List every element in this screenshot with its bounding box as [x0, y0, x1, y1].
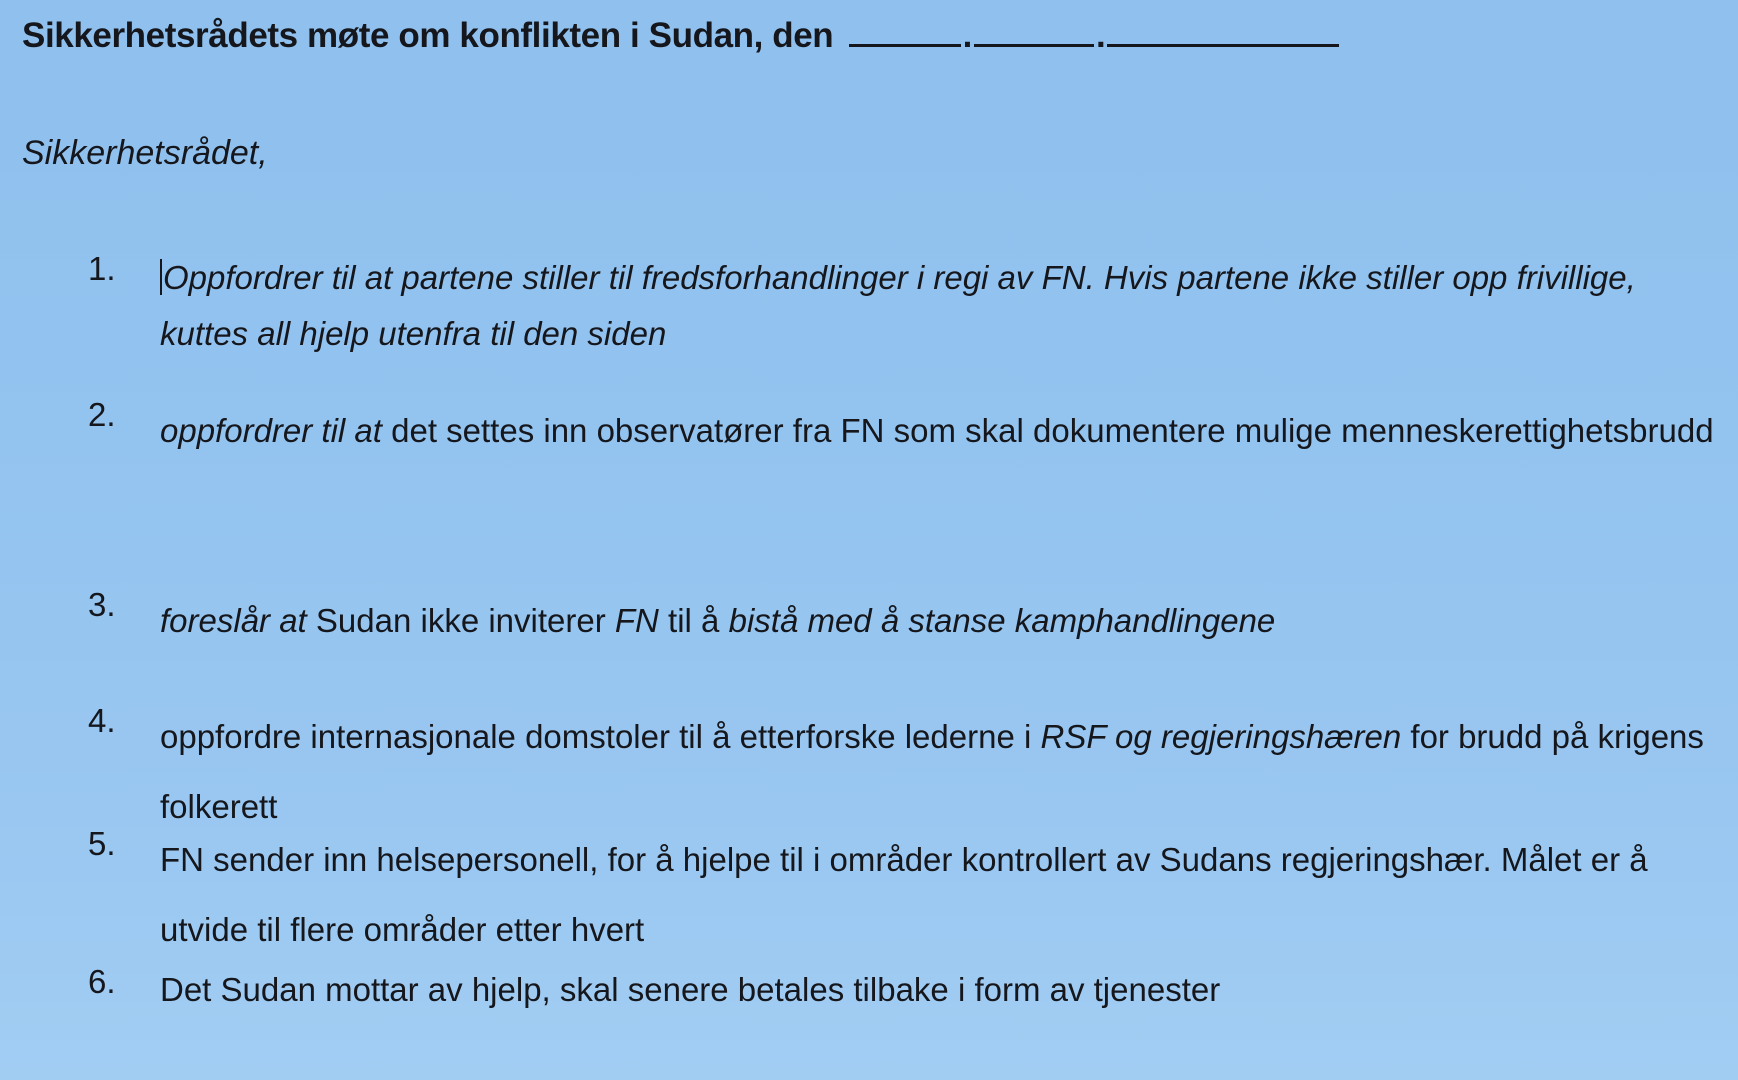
item-segment: Sudan ikke inviterer [306, 602, 615, 639]
date-separator-2: . [1095, 16, 1106, 55]
item-segment: foreslår at [160, 602, 307, 639]
item-segment: til å [658, 602, 729, 639]
item-segment: FN sender inn helsepersonell, for å hjelpe til i områder kontrollert av Sudans regjeringshær. Målet er å utvide til flere områder etter hvert [160, 841, 1648, 948]
item-text [160, 702, 1720, 842]
item-number: 3. [88, 586, 116, 623]
item-segment: Oppfordrer til at partene stiller til fredsforhandlinger i regi av FN. Hvis partene ikke stiller opp frivillige, kuttes all hjelp utenfra til den siden [160, 259, 1636, 352]
item-segment: FN [614, 602, 659, 639]
item-text [160, 586, 1720, 656]
item-number: 1. [88, 250, 116, 287]
intro-line: Sikkerhetsrådet, [22, 134, 268, 172]
item-segment: Det Sudan mottar av hjelp, skal senere betales tilbake i form av tjenester [160, 971, 1221, 1008]
item-number: 6. [88, 963, 116, 1000]
item-segment: bistå med å stanse kamphandlingene [728, 602, 1276, 639]
item-segment: oppfordrer til at [160, 412, 382, 449]
item-text [160, 963, 1720, 1017]
item-text [160, 825, 1720, 965]
item-segment: oppfordre internasjonale domstoler til å etterforske lederne i [160, 718, 1041, 755]
item-segment: det settes inn observatører fra FN som skal dokumentere mulige menneskerettighetsbrudd [381, 412, 1714, 449]
text-cursor-icon [160, 259, 162, 295]
item-number: 5. [88, 825, 116, 862]
item-number: 4. [88, 702, 116, 739]
item-number: 2. [88, 396, 116, 433]
item-segment: RSF og regjeringshæren [1040, 718, 1402, 755]
item-text [160, 250, 1720, 362]
item-segment: for brudd på krigens folkerett [160, 718, 1704, 825]
item-text [160, 396, 1720, 466]
date-separator-1: . [962, 16, 972, 55]
title-text: Sikkerhetsrådets møte om konflikten i Sudan, den [22, 16, 834, 55]
